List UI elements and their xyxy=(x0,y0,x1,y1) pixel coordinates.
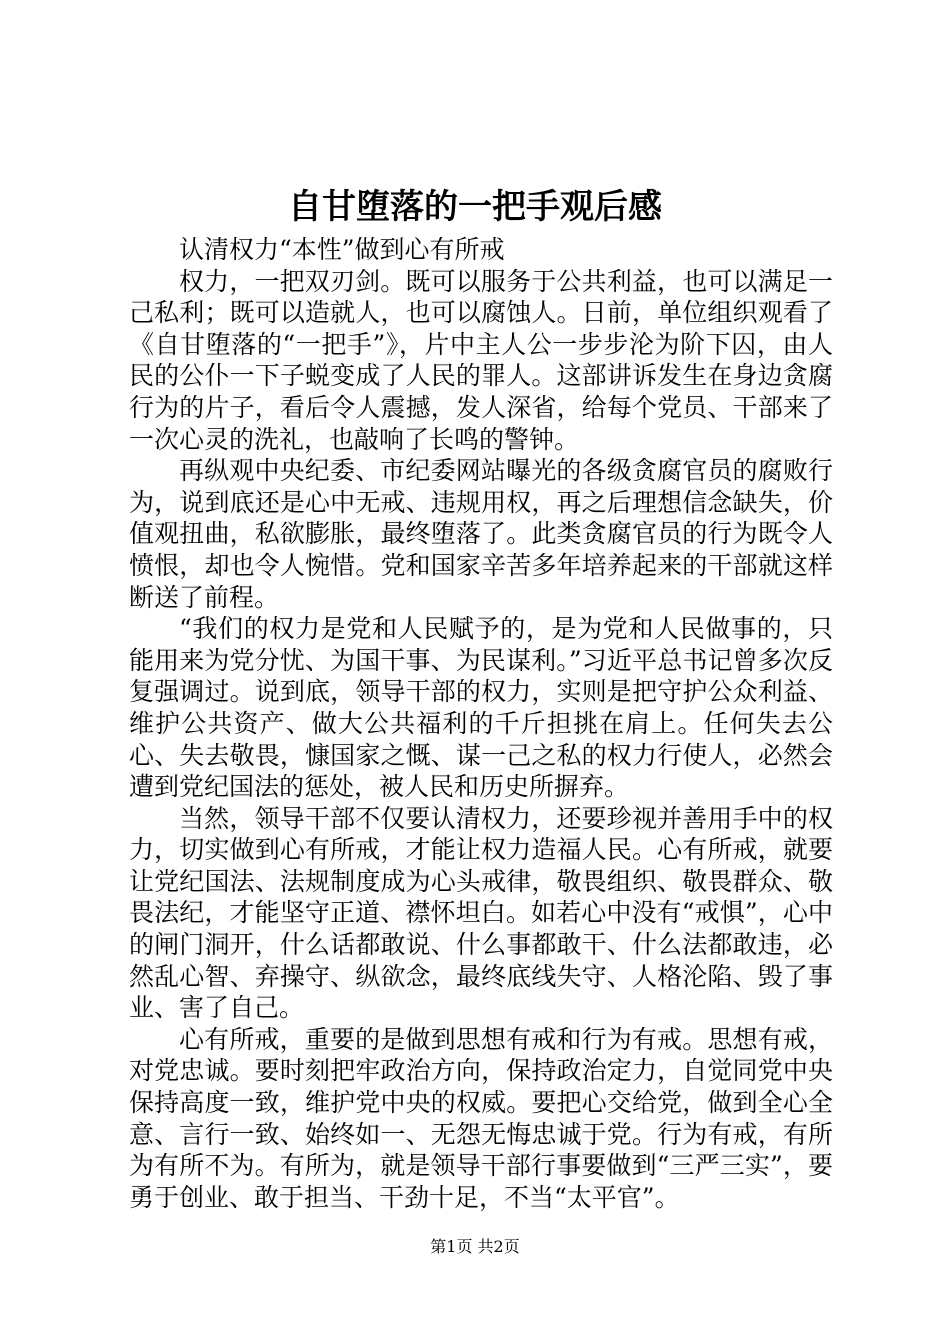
paragraph: 心有所戒，重要的是做到思想有戒和行为有戒。思想有戒，对党忠诚。要时刻把牢政治方向，保持政治定力，自觉同党中央保持高度一致，维护党中央的权威。要把心交给党，做到全心全意、言行一致、始终如一、无怨无悔忠诚于党。行为有戒，有所为有所不为。有所为，就是领导干部行事要做到“三严三实”，要勇于创业、敢于担当、干劲十足，不当“太平官”。 xyxy=(129,1024,833,1212)
paragraph: 权力，一把双刃剑。既可以服务于公共利益，也可以满足一己私利；既可以造就人，也可以腐蚀人。日前，单位组织观看了《自甘堕落的“一把手”》，片中主人公一步步沦为阶下囚，由人民的公仆一下子蜕变成了人民的罪人。这部讲诉发生在身边贪腐行为的片子，看后令人震撼，发人深省，给每个党员、干部来了一次心灵的洗礼，也敲响了长鸣的警钟。 xyxy=(129,266,833,454)
document-body xyxy=(129,234,833,1213)
paragraph: “我们的权力是党和人民赋予的，是为党和人民做事的，只能用来为党分忧、为国干事、为民谋利。”习近平总书记曾多次反复强调过。说到底，领导干部的权力，实则是把守护公众利益、维护公共资产、做大公共福利的千斤担挑在肩上。任何失去公心、失去敬畏，慷国家之慨、谋一己之私的权力行使人，必然会遭到党纪国法的惩处，被人民和历史所摒弃。 xyxy=(129,614,833,802)
paragraph: 再纵观中央纪委、市纪委网站曝光的各级贪腐官员的腐败行为，说到底还是心中无戒、违规用权，再之后理想信念缺失，价值观扭曲，私欲膨胀，最终堕落了。此类贪腐官员的行为既令人愤恨，却也令人惋惜。党和国家辛苦多年培养起来的干部就这样断送了前程。 xyxy=(129,456,833,612)
paragraph-subtitle: 认清权力“本性”做到心有所戒 xyxy=(179,235,505,264)
paragraph: 当然，领导干部不仅要认清权力，还要珍视并善用手中的权力，切实做到心有所戒，才能让权力造福人民。心有所戒，就要让党纪国法、法规制度成为心头戒律，敬畏组织、敬畏群众、敬畏法纪，才能坚守正道、襟怀坦白。如若心中没有“戒惧”，心中的闸门洞开，什么话都敢说、什么事都敢干、什么法都敢违，必然乱心智、弃操守、纵欲念，最终底线失守、人格沦陷、毁了事业、害了自己。 xyxy=(129,803,833,1023)
document-title: 自甘堕落的一把手观后感 xyxy=(288,187,662,227)
page-footer: 第1页 共2页 xyxy=(430,1237,520,1256)
